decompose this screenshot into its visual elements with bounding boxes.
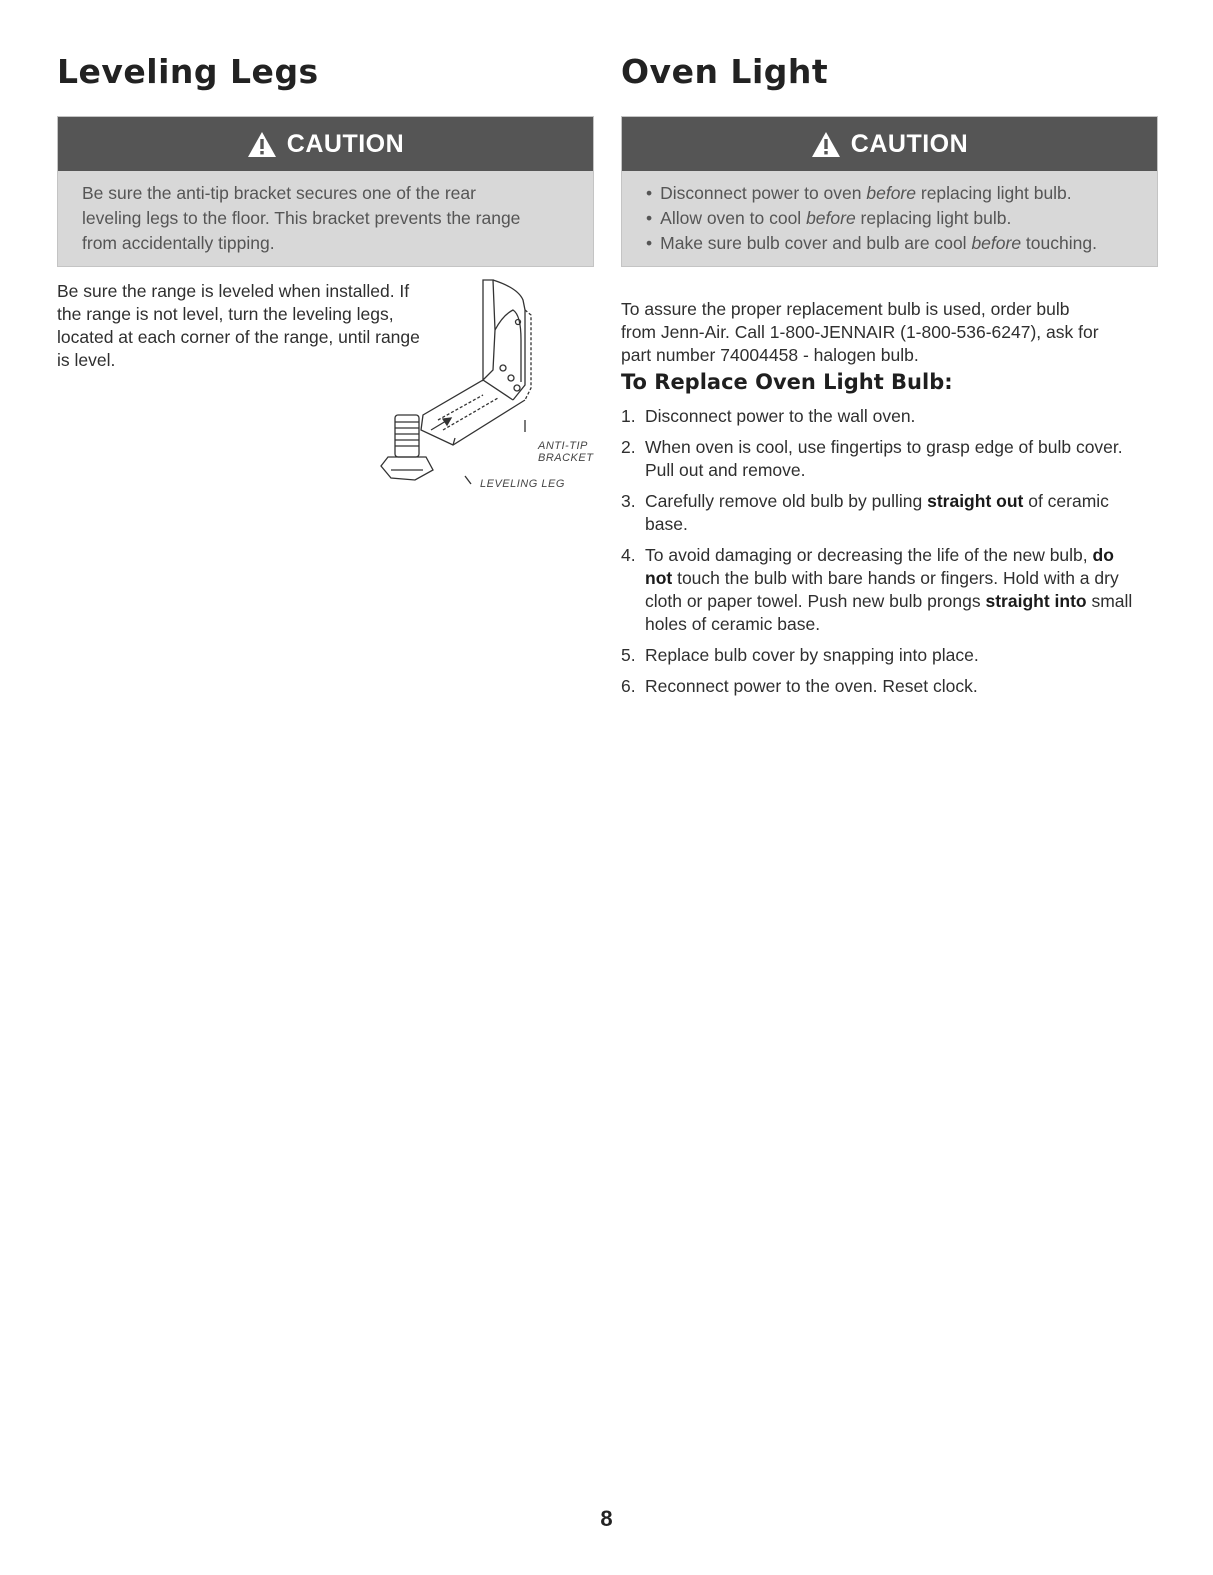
step-number: 4. <box>621 545 636 565</box>
body-line: Be sure the range is leveled when installed. If <box>57 281 410 301</box>
oven-light-caution-box <box>621 116 1158 267</box>
caution-header <box>622 117 1157 171</box>
step-number: 1. <box>621 406 636 426</box>
body-line: To assure the proper replacement bulb is used, order bulb <box>621 299 1070 319</box>
leveling-legs-title: Leveling Legs <box>57 52 319 91</box>
body-line: is level. <box>57 350 116 370</box>
step-text: Carefully remove old bulb by pulling straight out of ceramic base. <box>645 491 1109 534</box>
body-line: located at each corner of the range, until range <box>57 327 420 347</box>
step-text: When oven is cool, use fingertips to grasp edge of bulb cover. Pull out and remove. <box>645 437 1123 480</box>
body-line: from Jenn-Air. Call 1-800-JENNAIR (1-800-536-6247), ask for <box>621 322 1099 342</box>
caution-label: CAUTION <box>850 129 969 158</box>
caution-label: CAUTION <box>286 129 405 158</box>
caution-header <box>58 117 593 171</box>
step-item <box>621 544 1141 636</box>
replace-bulb-heading: To Replace Oven Light Bulb: <box>621 370 953 394</box>
step-item <box>621 436 1141 482</box>
replace-bulb-steps <box>621 405 1141 706</box>
step-item <box>621 675 1141 698</box>
step-text: Disconnect power to the wall oven. <box>645 406 916 426</box>
anti-tip-bracket-figure <box>343 270 603 492</box>
step-text: Reconnect power to the oven. Reset clock. <box>645 676 978 696</box>
caution-bullets <box>622 171 1157 266</box>
step-item <box>621 405 1141 428</box>
body-line: the range is not level, turn the leveling legs, <box>57 304 394 324</box>
body-line: part number 74004458 - halogen bulb. <box>621 345 919 365</box>
step-number: 2. <box>621 437 636 457</box>
step-number: 5. <box>621 645 636 665</box>
caution-bullet: • Make sure bulb cover and bulb are cool before touching. <box>646 231 1135 256</box>
bulb-order-text <box>621 298 1156 367</box>
warning-triangle-icon <box>247 131 277 158</box>
caution-line: from accidentally tipping. <box>82 233 275 253</box>
step-item <box>621 644 1141 667</box>
caution-line: Be sure the anti-tip bracket secures one of the rear <box>82 183 476 203</box>
step-text: Replace bulb cover by snapping into place. <box>645 645 979 665</box>
caution-bullet: • Disconnect power to oven before replacing light bulb. <box>646 181 1135 206</box>
leveling-caution-box <box>57 116 594 267</box>
oven-light-title: Oven Light <box>621 52 829 91</box>
anti-tip-bracket-label: ANTI-TIP BRACKET <box>538 440 594 464</box>
leveling-leg-label: LEVELING LEG <box>480 478 565 490</box>
step-item <box>621 490 1141 536</box>
step-number: 3. <box>621 491 636 511</box>
caution-bullet: • Allow oven to cool before replacing light bulb. <box>646 206 1135 231</box>
warning-triangle-icon <box>811 131 841 158</box>
step-number: 6. <box>621 676 636 696</box>
step-text: To avoid damaging or decreasing the life of the new bulb, do not touch the bulb with bare hands or fingers. Hold with a dry cloth or paper towel. Push new bulb prongs straight into small holes of ceramic base. <box>645 545 1133 634</box>
page-number: 8 <box>600 1506 613 1531</box>
caution-line: leveling legs to the floor. This bracket prevents the range <box>82 208 521 228</box>
caution-text <box>58 171 593 266</box>
